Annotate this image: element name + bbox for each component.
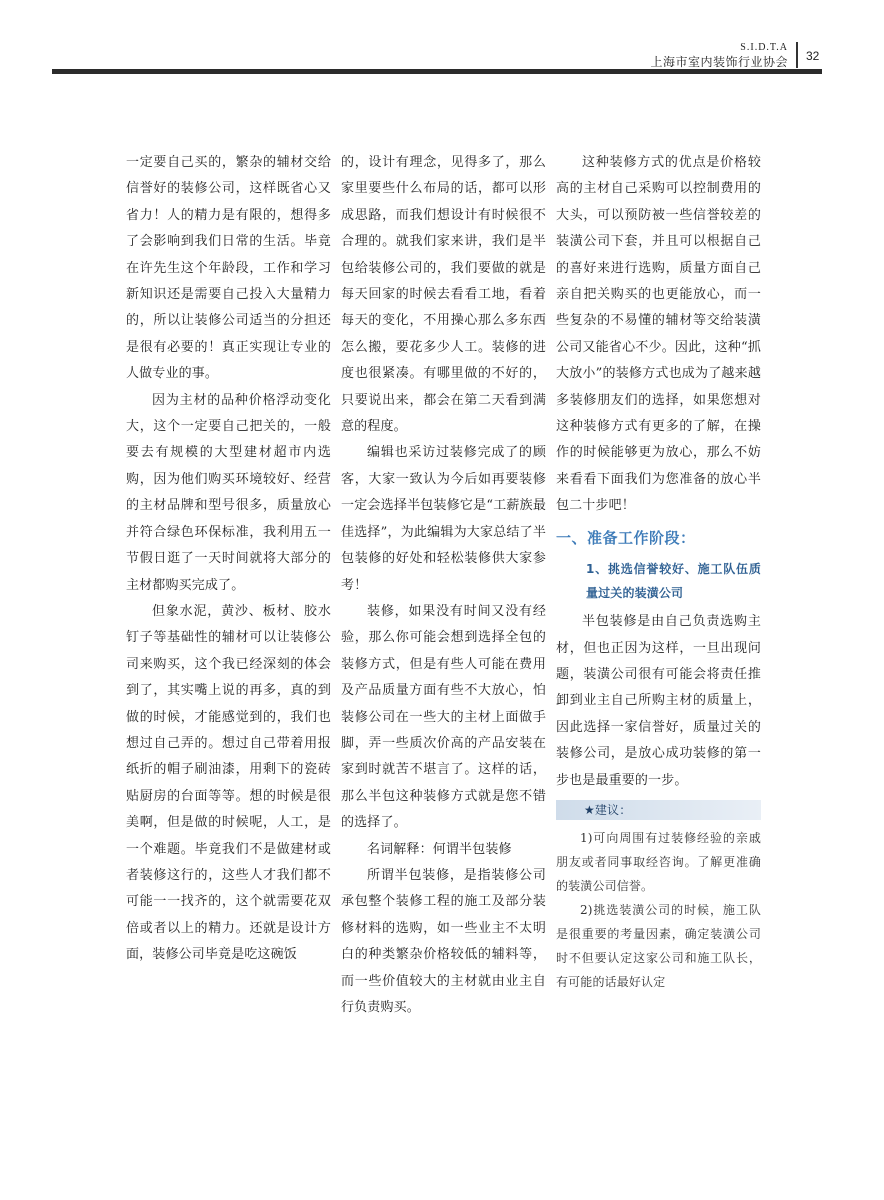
subsection-title: 1、挑选信誉较好、施工队伍质量过关的装潢公司: [586, 562, 761, 601]
paragraph: 这种装修方式的优点是价格较高的主材自己采购可以控制费用的大头，可以预防被一些信誉较差的装潢公司下套，并且可以根据自己的喜好来进行选购，质量方面自己亲自把关购买的也更能放心，而一些复杂的不易懂的辅材等交给装潢公司又能省心不少。因此，这种“抓大放小”的装修方式也成为了越来越多装修朋友们的选择，如果您想对这种装修方式有更多的了解，在操作的时候能够更为放心，那么不妨来看看下面我们为您准备的放心半包二十步吧！: [556, 155, 761, 514]
text-column-2: [341, 150, 546, 1021]
paragraph: 装修，如果没有时间又没有经验，那么你可能会想到选择全包的装修方式，但是有些人可能在费用及产品质量方面有些不大放心，怕装修公司在一些大的主材上面做手脚，弄一些质次价高的产品安装在家到时就苦不堪言了。这样的话，那么半包这种装修方式就是您不错的选择了。: [341, 603, 546, 831]
paragraph: 的，设计有理念，见得多了，那么家里要些什么布局的话，都可以形成思路，而我们想设计有时候很不合理的。就我们家来讲，我们是半包给装修公司的，我们要做的就是每天回家的时候去看看工地，看着每天的变化，不用操心那么多东西怎么搬，要花多少人工。装修的进度也很紧凑。有哪里做的不好的，只要说出来，都会在第二天看到满意的程度。: [341, 155, 546, 435]
header-association-name: 上海市室内装饰行业协会: [650, 55, 788, 69]
page-header: [0, 0, 884, 80]
suggestion-note: 2)挑选装潢公司的时候，施工队是很重要的考量因素，确定装潢公司时不但要认定这家公司和施工队长，有可能的话最好认定: [556, 902, 761, 989]
paragraph: 半包装修是由自己负责选购主材，但也正因为这样，一旦出现问题，装潢公司很有可能会将责任推卸到业主自己所购主材的质量上，因此选择一家信誉好，质量过关的装修公司，是放心成功装修的第一步也是最重要的一步。: [556, 614, 761, 788]
header-rule: [52, 69, 822, 74]
paragraph: 编辑也采访过装修完成了的顾客，大家一致认为今后如再要装修一定会选择半包装修它是“工薪族最佳选择”，为此编辑为大家总结了半包装修的好处和轻松装修供大家参考！: [341, 445, 546, 593]
suggestion-label: ★建议：: [556, 800, 761, 820]
paragraph: 所谓半包装修，是指装修公司承包整个装修工程的施工及部分装修材料的选购，如一些业主不太明白的种类繁杂价格较低的辅料等，而一些价值较大的主材就由业主自行负责购买。: [341, 867, 546, 1015]
text-column-3: [556, 150, 761, 994]
paragraph: 一定要自己买的，繁杂的辅材交给信誉好的装修公司，这样既省心又省力！人的精力是有限的，想得多了会影响到我们日常的生活。毕竟在许先生这个年龄段，工作和学习新知识还是需要自己投入大量精力的，所以让装修公司适当的分担还是很有必要的！真正实现让专业的人做专业的事。: [126, 155, 331, 382]
suggestion-note: 1)可向周围有过装修经验的亲戚朋友或者同事取经咨询。了解更准确的装潢公司信誉。: [556, 830, 761, 893]
section-title: 一、准备工作阶段：: [556, 528, 696, 547]
text-column-1: [126, 150, 331, 969]
header-separator: [796, 42, 798, 68]
paragraph: 因为主材的品种价格浮动变化大，这个一定要自己把关的，一般要去有规模的大型建材超市内选购，因为他们购买环境较好、经营的主材品牌和型号很多，质量放心并符合绿色环保标准，我利用五一节假日逛了一天时间就将大部分的主材都购买完成了。: [126, 392, 331, 593]
page-number: 32: [806, 49, 820, 63]
header-abbreviation: S.I.D.T.A: [740, 42, 788, 53]
term-heading: 名词解释：何谓半包装修: [367, 841, 512, 857]
paragraph: 但象水泥，黄沙、板材、胶水钉子等基础性的辅材可以让装修公司来购买，这个我已经深刻的体会到了，其实嘴上说的再多，真的到做的时候，才能感觉到的，我们也想过自己弄的。想过自己带着用报纸折的帽子刷油漆，用剩下的瓷砖贴厨房的台面等等。想的时候是很美啊，但是做的时候呢，人工，是一个难题。毕竟我们不是做建材或者装修这行的，这些人才我们都不可能一一找齐的，这个就需要花双倍或者以上的精力。还就是设计方面，装修公司毕竟是吃这碗饭: [126, 603, 331, 963]
